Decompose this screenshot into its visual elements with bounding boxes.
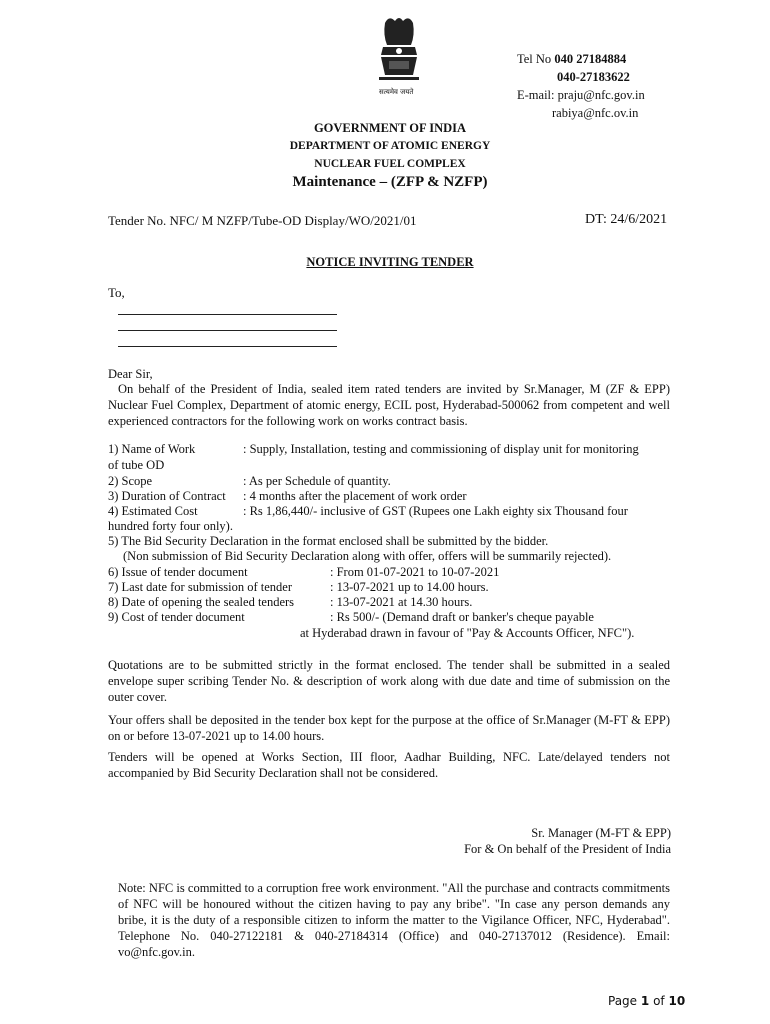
header-government: GOVERNMENT OF INDIA <box>313 121 467 135</box>
item-5-note: (Non submission of Bid Security Declaration along with offer, offers will be summarily rejected). <box>123 549 612 563</box>
header-complex: NUCLEAR FUEL COMPLEX <box>314 158 466 170</box>
item-4-label: 4) Estimated Cost <box>108 504 198 518</box>
item-7-label: 7) Last date for submission of tender <box>108 580 292 594</box>
page-number: Page 1 of 10 <box>608 994 686 1008</box>
to-label: To, <box>108 285 125 300</box>
item-2-label: 2) Scope <box>108 474 153 488</box>
contact-block <box>517 50 645 122</box>
paragraph-format: Quotations are to be submitted strictly in the format enclosed. The tender shall be submitted in a sealed envelope super scribing Tender No. & description of work along with due date and time of submission on the outer cover. <box>108 658 670 704</box>
telephone-line-2: 040-27183622 <box>557 70 630 84</box>
item-7-value: : 13-07-2021 up to 14.00 hours. <box>330 580 489 594</box>
item-1-continued: of tube OD <box>108 458 165 472</box>
item-5: 5) The Bid Security Declaration in the format enclosed shall be submitted by the bidder. <box>108 534 549 548</box>
emblem-caption: सत्यमेव जयते <box>379 88 414 96</box>
vigilance-note: Note: NFC is committed to a corruption free work environment. "All the purchase and contracts commitments of NFC will be honoured without the citizen having to pay any bribe". "In case any person demands any bribe, it is the duty of a responsible citizen to inform the matter to the Vigilance Officer, NFC, Hyderabad". Telephone No. 040-27122181 & 040-27184314 (Office) and 040-27137012 (Residence). Email: vo@nfc.gov.in. <box>118 881 670 959</box>
address-line-2 <box>118 330 337 331</box>
tender-number: Tender No. NFC/ M NZFP/Tube-OD Display/WO/2021/01 <box>108 213 417 228</box>
item-8-value: : 13-07-2021 at 14.30 hours. <box>330 595 473 609</box>
address-line-3 <box>118 346 337 347</box>
header-maintenance: Maintenance – (ZFP & NZFP) <box>292 174 488 190</box>
email-link-1[interactable]: praju@nfc.gov.in <box>557 88 645 102</box>
item-2-value: : As per Schedule of quantity. <box>243 474 391 488</box>
telephone-line: Tel No 040 27184884 <box>517 52 627 66</box>
email-link-2[interactable]: rabiya@nfc.ov.in <box>552 106 639 120</box>
paragraph-opening: Tenders will be opened at Works Section, III floor, Aadhar Building, NFC. Late/delayed tenders not accompanied by Bid Security Declaration shall not be considered. <box>108 750 670 780</box>
intro-paragraph: On behalf of the President of India, sealed item rated tenders are invited by Sr.Manager, M (ZF & EPP) Nuclear Fuel Complex, Department of atomic energy, ECIL post, Hyderabad-500062 from competent and well experienced contractors for the following work on works contract basis. <box>108 382 670 428</box>
item-4-value: : Rs 1,86,440/- inclusive of GST (Rupees one Lakh eighty six Thousand four <box>243 504 628 518</box>
tender-date: DT: 24/6/2021 <box>585 212 668 227</box>
paragraph-deposit: Your offers shall be deposited in the tender box kept for the purpose at the office of Sr.Manager (M-FT & EPP) on or before 13-07-2021 up to 14.00 hours. <box>108 713 670 743</box>
signature-title: Sr. Manager (M-FT & EPP) <box>531 826 671 840</box>
item-1-label: 1) Name of Work <box>108 442 196 456</box>
email-line: E-mail: praju@nfc.gov.in <box>517 88 645 102</box>
salutation: Dear Sir, <box>108 367 153 381</box>
item-8-label: 8) Date of opening the sealed tenders <box>108 595 295 609</box>
emblem-logo <box>375 15 423 93</box>
item-9-label: 9) Cost of tender document <box>108 610 245 624</box>
item-3-value: : 4 months after the placement of work order <box>243 489 467 503</box>
item-4-continued: hundred forty four only). <box>108 519 233 533</box>
item-9-continued: at Hyderabad drawn in favour of "Pay & Accounts Officer, NFC"). <box>300 626 635 640</box>
signature-behalf: For & On behalf of the President of India <box>464 842 671 856</box>
item-6-value: : From 01-07-2021 to 10-07-2021 <box>330 565 500 579</box>
header-department: DEPARTMENT OF ATOMIC ENERGY <box>289 140 491 152</box>
address-line-1 <box>118 314 337 315</box>
item-9-value: : Rs 500/- (Demand draft or banker's cheque payable <box>330 610 594 624</box>
notice-title: NOTICE INVITING TENDER <box>306 255 474 269</box>
item-3-label: 3) Duration of Contract <box>108 489 226 503</box>
item-1-value: : Supply, Installation, testing and commissioning of display unit for monitoring <box>243 442 639 456</box>
item-6-label: 6) Issue of tender document <box>108 565 248 579</box>
